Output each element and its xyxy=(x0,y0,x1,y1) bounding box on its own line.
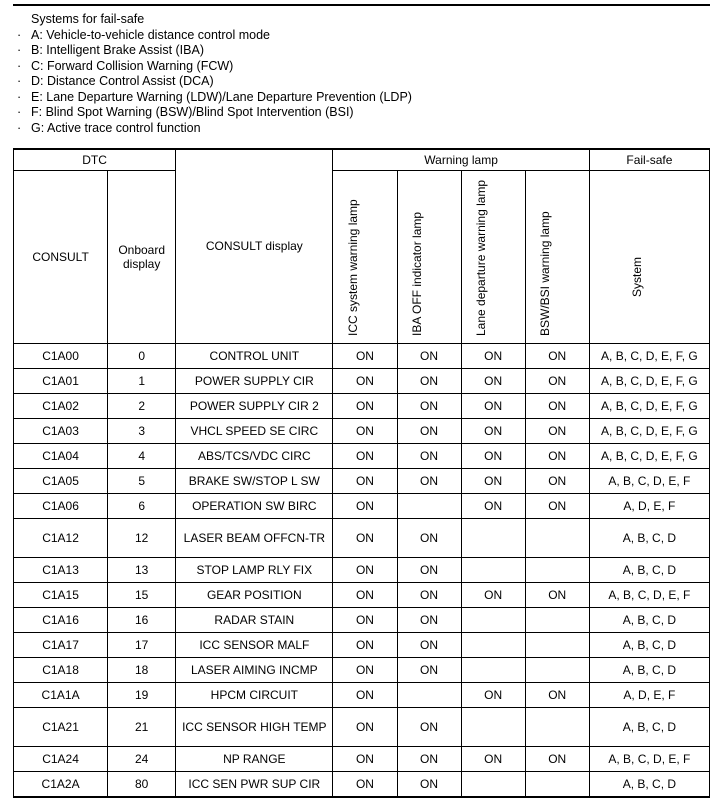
cell-lamp-bsw-bsi xyxy=(525,707,589,746)
table-row xyxy=(14,468,710,493)
cell-consult: C1A15 xyxy=(14,582,108,607)
cell-consult-display: CONTROL UNIT xyxy=(176,343,333,368)
fail-safe-legend xyxy=(13,12,710,136)
header-lamp-iba xyxy=(397,170,461,343)
header-lamp-lane-departure xyxy=(461,170,525,343)
cell-consult-display: ICC SENSOR MALF xyxy=(176,632,333,657)
cell-lamp-bsw-bsi xyxy=(525,607,589,632)
cell-system: A, B, C, D xyxy=(589,557,709,582)
cell-lamp-lane-departure xyxy=(461,657,525,682)
cell-lamp-bsw-bsi: ON xyxy=(525,746,589,771)
cell-consult-display: VHCL SPEED SE CIRC xyxy=(176,418,333,443)
legend-item xyxy=(13,121,710,137)
header-lamp-bsw-bsi-label: BSW/BSI warning lamp xyxy=(538,210,553,336)
cell-lamp-icc: ON xyxy=(333,746,397,771)
cell-lamp-icc: ON xyxy=(333,393,397,418)
cell-lamp-iba: ON xyxy=(397,607,461,632)
legend-item-label: E: Lane Departure Warning (LDW)/Lane Departure Prevention (LDP) xyxy=(31,89,412,104)
cell-lamp-icc: ON xyxy=(333,632,397,657)
cell-system: A, B, C, D xyxy=(589,771,709,797)
cell-system: A, B, C, D xyxy=(589,657,709,682)
cell-lamp-lane-departure: ON xyxy=(461,746,525,771)
cell-lamp-bsw-bsi: ON xyxy=(525,368,589,393)
cell-lamp-bsw-bsi: ON xyxy=(525,343,589,368)
cell-lamp-iba: ON xyxy=(397,582,461,607)
cell-onboard: 16 xyxy=(108,607,176,632)
cell-lamp-bsw-bsi: ON xyxy=(525,468,589,493)
header-group-fail-safe: Fail-safe xyxy=(589,149,709,170)
table-row xyxy=(14,368,710,393)
cell-consult: C1A17 xyxy=(14,632,108,657)
header-lamp-bsw-bsi xyxy=(525,170,589,343)
header-system xyxy=(589,170,709,343)
cell-consult: C1A00 xyxy=(14,343,108,368)
cell-lamp-iba: ON xyxy=(397,657,461,682)
cell-lamp-bsw-bsi xyxy=(525,557,589,582)
cell-lamp-iba: ON xyxy=(397,771,461,797)
cell-consult-display: ICC SENSOR HIGH TEMP xyxy=(176,707,333,746)
legend-item-label: D: Distance Control Assist (DCA) xyxy=(31,74,214,88)
legend-item-label: F: Blind Spot Warning (BSW)/Blind Spot Intervention (BSI) xyxy=(31,105,354,119)
cell-lamp-bsw-bsi xyxy=(525,632,589,657)
cell-lamp-lane-departure: ON xyxy=(461,682,525,707)
cell-lamp-icc: ON xyxy=(333,657,397,682)
cell-lamp-iba: ON xyxy=(397,707,461,746)
cell-lamp-lane-departure: ON xyxy=(461,443,525,468)
cell-consult: C1A12 xyxy=(14,518,108,557)
cell-onboard: 13 xyxy=(108,557,176,582)
cell-system: A, D, E, F xyxy=(589,493,709,518)
cell-lamp-iba: ON xyxy=(397,468,461,493)
cell-consult-display: LASER BEAM OFFCN-TR xyxy=(176,518,333,557)
cell-consult-display: ICC SEN PWR SUP CIR xyxy=(176,771,333,797)
cell-lamp-iba: ON xyxy=(397,443,461,468)
bullet-icon: · xyxy=(17,27,22,42)
cell-consult-display: OPERATION SW BIRC xyxy=(176,493,333,518)
cell-onboard: 2 xyxy=(108,393,176,418)
cell-lamp-lane-departure: ON xyxy=(461,343,525,368)
cell-lamp-bsw-bsi xyxy=(525,657,589,682)
table-row xyxy=(14,657,710,682)
cell-lamp-iba: ON xyxy=(397,746,461,771)
page-top-rule xyxy=(13,4,710,6)
cell-lamp-icc: ON xyxy=(333,771,397,797)
cell-onboard: 24 xyxy=(108,746,176,771)
cell-lamp-bsw-bsi: ON xyxy=(525,393,589,418)
dtc-fail-safe-table xyxy=(13,148,710,798)
cell-lamp-lane-departure: ON xyxy=(461,418,525,443)
cell-lamp-bsw-bsi: ON xyxy=(525,418,589,443)
cell-consult: C1A03 xyxy=(14,418,108,443)
cell-lamp-icc: ON xyxy=(333,368,397,393)
cell-lamp-icc: ON xyxy=(333,468,397,493)
cell-system: A, B, C, D, E, F xyxy=(589,582,709,607)
legend-item xyxy=(13,43,710,59)
cell-consult-display: POWER SUPPLY CIR xyxy=(176,368,333,393)
header-group-dtc: DTC xyxy=(14,149,176,170)
legend-item-label: A: Vehicle-to-vehicle distance control mode xyxy=(31,27,271,42)
bullet-icon: · xyxy=(17,105,22,119)
legend-item xyxy=(13,74,710,90)
cell-consult: C1A21 xyxy=(14,707,108,746)
cell-system: A, B, C, D, E, F, G xyxy=(589,418,709,443)
cell-lamp-icc: ON xyxy=(333,418,397,443)
table-row xyxy=(14,771,710,797)
legend-item xyxy=(13,105,710,121)
table-row xyxy=(14,557,710,582)
cell-onboard: 0 xyxy=(108,343,176,368)
cell-lamp-iba: ON xyxy=(397,343,461,368)
cell-consult: C1A16 xyxy=(14,607,108,632)
cell-lamp-lane-departure: ON xyxy=(461,582,525,607)
cell-lamp-lane-departure: ON xyxy=(461,368,525,393)
cell-system: A, B, C, D xyxy=(589,707,709,746)
bullet-icon: · xyxy=(17,74,22,88)
cell-system: A, B, C, D, E, F, G xyxy=(589,368,709,393)
cell-consult-display: GEAR POSITION xyxy=(176,582,333,607)
cell-onboard: 18 xyxy=(108,657,176,682)
table-row xyxy=(14,707,710,746)
cell-lamp-icc: ON xyxy=(333,443,397,468)
cell-system: A, B, C, D xyxy=(589,518,709,557)
cell-lamp-iba: ON xyxy=(397,393,461,418)
cell-onboard: 1 xyxy=(108,368,176,393)
cell-lamp-bsw-bsi: ON xyxy=(525,582,589,607)
cell-lamp-icc: ON xyxy=(333,557,397,582)
cell-consult: C1A13 xyxy=(14,557,108,582)
cell-consult: C1A1A xyxy=(14,682,108,707)
cell-lamp-iba: ON xyxy=(397,557,461,582)
cell-system: A, B, C, D, E, F, G xyxy=(589,443,709,468)
cell-consult: C1A2A xyxy=(14,771,108,797)
cell-system: A, B, C, D, E, F, G xyxy=(589,343,709,368)
cell-consult-display: STOP LAMP RLY FIX xyxy=(176,557,333,582)
cell-consult-display: ABS/TCS/VDC CIRC xyxy=(176,443,333,468)
cell-onboard: 15 xyxy=(108,582,176,607)
table-row xyxy=(14,582,710,607)
cell-lamp-lane-departure xyxy=(461,632,525,657)
table-row xyxy=(14,746,710,771)
cell-onboard: 6 xyxy=(108,493,176,518)
cell-lamp-iba: ON xyxy=(397,418,461,443)
header-group-row xyxy=(14,149,710,170)
cell-consult-display: RADAR STAIN xyxy=(176,607,333,632)
cell-consult: C1A04 xyxy=(14,443,108,468)
cell-lamp-iba: ON xyxy=(397,632,461,657)
table-row xyxy=(14,443,710,468)
cell-consult-display: NP RANGE xyxy=(176,746,333,771)
cell-lamp-iba: ON xyxy=(397,518,461,557)
legend-item xyxy=(13,59,710,75)
cell-system: A, B, C, D, E, F xyxy=(589,746,709,771)
cell-consult: C1A05 xyxy=(14,468,108,493)
table-row xyxy=(14,518,710,557)
header-lamp-lane-departure-label: Lane departure warning lamp xyxy=(474,179,489,336)
cell-lamp-icc: ON xyxy=(333,493,397,518)
cell-lamp-icc: ON xyxy=(333,682,397,707)
cell-system: A, B, C, D xyxy=(589,632,709,657)
cell-consult: C1A18 xyxy=(14,657,108,682)
cell-lamp-lane-departure: ON xyxy=(461,393,525,418)
cell-onboard: 4 xyxy=(108,443,176,468)
cell-lamp-icc: ON xyxy=(333,607,397,632)
cell-consult-display: POWER SUPPLY CIR 2 xyxy=(176,393,333,418)
cell-lamp-iba: ON xyxy=(397,368,461,393)
header-lamp-iba-label: IBA OFF indicator lamp xyxy=(410,211,425,336)
legend-item-label: B: Intelligent Brake Assist (IBA) xyxy=(31,43,204,57)
cell-onboard: 5 xyxy=(108,468,176,493)
cell-consult-display: HPCM CIRCUIT xyxy=(176,682,333,707)
cell-system: A, B, C, D, E, F xyxy=(589,468,709,493)
table-row xyxy=(14,682,710,707)
cell-system: A, D, E, F xyxy=(589,682,709,707)
cell-lamp-lane-departure: ON xyxy=(461,493,525,518)
cell-lamp-bsw-bsi: ON xyxy=(525,443,589,468)
cell-system: A, B, C, D xyxy=(589,607,709,632)
legend-item-label: C: Forward Collision Warning (FCW) xyxy=(31,58,234,73)
header-lamp-icc xyxy=(333,170,397,343)
header-lamp-icc-label: ICC system warning lamp xyxy=(345,198,360,336)
cell-onboard: 21 xyxy=(108,707,176,746)
cell-lamp-lane-departure: ON xyxy=(461,468,525,493)
bullet-icon: · xyxy=(17,43,22,57)
table-row xyxy=(14,632,710,657)
cell-lamp-icc: ON xyxy=(333,343,397,368)
cell-lamp-lane-departure xyxy=(461,707,525,746)
bullet-icon: · xyxy=(17,89,22,104)
legend-item-label: G: Active trace control function xyxy=(31,120,201,135)
table-head xyxy=(14,149,710,343)
cell-lamp-icc: ON xyxy=(333,582,397,607)
cell-consult-display: BRAKE SW/STOP L SW xyxy=(176,468,333,493)
header-group-warning-lamp: Warning lamp xyxy=(333,149,589,170)
legend-item xyxy=(13,28,710,44)
legend-list xyxy=(13,28,710,137)
table-row xyxy=(14,393,710,418)
cell-lamp-icc: ON xyxy=(333,707,397,746)
cell-system: A, B, C, D, E, F, G xyxy=(589,393,709,418)
legend-title: Systems for fail-safe xyxy=(31,12,145,26)
cell-onboard: 12 xyxy=(108,518,176,557)
table-body xyxy=(14,343,710,797)
cell-lamp-bsw-bsi xyxy=(525,771,589,797)
cell-lamp-icc: ON xyxy=(333,518,397,557)
cell-lamp-iba xyxy=(397,682,461,707)
bullet-icon: · xyxy=(17,58,22,73)
table-row xyxy=(14,493,710,518)
cell-lamp-iba xyxy=(397,493,461,518)
header-consult-display: CONSULT display xyxy=(176,149,333,343)
cell-lamp-bsw-bsi: ON xyxy=(525,682,589,707)
cell-lamp-lane-departure xyxy=(461,771,525,797)
cell-lamp-bsw-bsi: ON xyxy=(525,493,589,518)
header-onboard-display: Onboard display xyxy=(108,170,176,343)
cell-onboard: 17 xyxy=(108,632,176,657)
bullet-icon: · xyxy=(17,120,22,135)
cell-consult: C1A02 xyxy=(14,393,108,418)
cell-consult: C1A24 xyxy=(14,746,108,771)
cell-consult-display: LASER AIMING INCMP xyxy=(176,657,333,682)
table-row xyxy=(14,343,710,368)
table-row xyxy=(14,418,710,443)
cell-lamp-lane-departure xyxy=(461,557,525,582)
header-system-label: System xyxy=(630,256,645,297)
cell-lamp-lane-departure xyxy=(461,607,525,632)
cell-consult: C1A01 xyxy=(14,368,108,393)
cell-consult: C1A06 xyxy=(14,493,108,518)
header-column-row xyxy=(14,170,710,343)
cell-lamp-lane-departure xyxy=(461,518,525,557)
cell-onboard: 80 xyxy=(108,771,176,797)
cell-onboard: 19 xyxy=(108,682,176,707)
cell-lamp-bsw-bsi xyxy=(525,518,589,557)
legend-item xyxy=(13,90,710,106)
header-consult: CONSULT xyxy=(14,170,108,343)
cell-onboard: 3 xyxy=(108,418,176,443)
table-row xyxy=(14,607,710,632)
